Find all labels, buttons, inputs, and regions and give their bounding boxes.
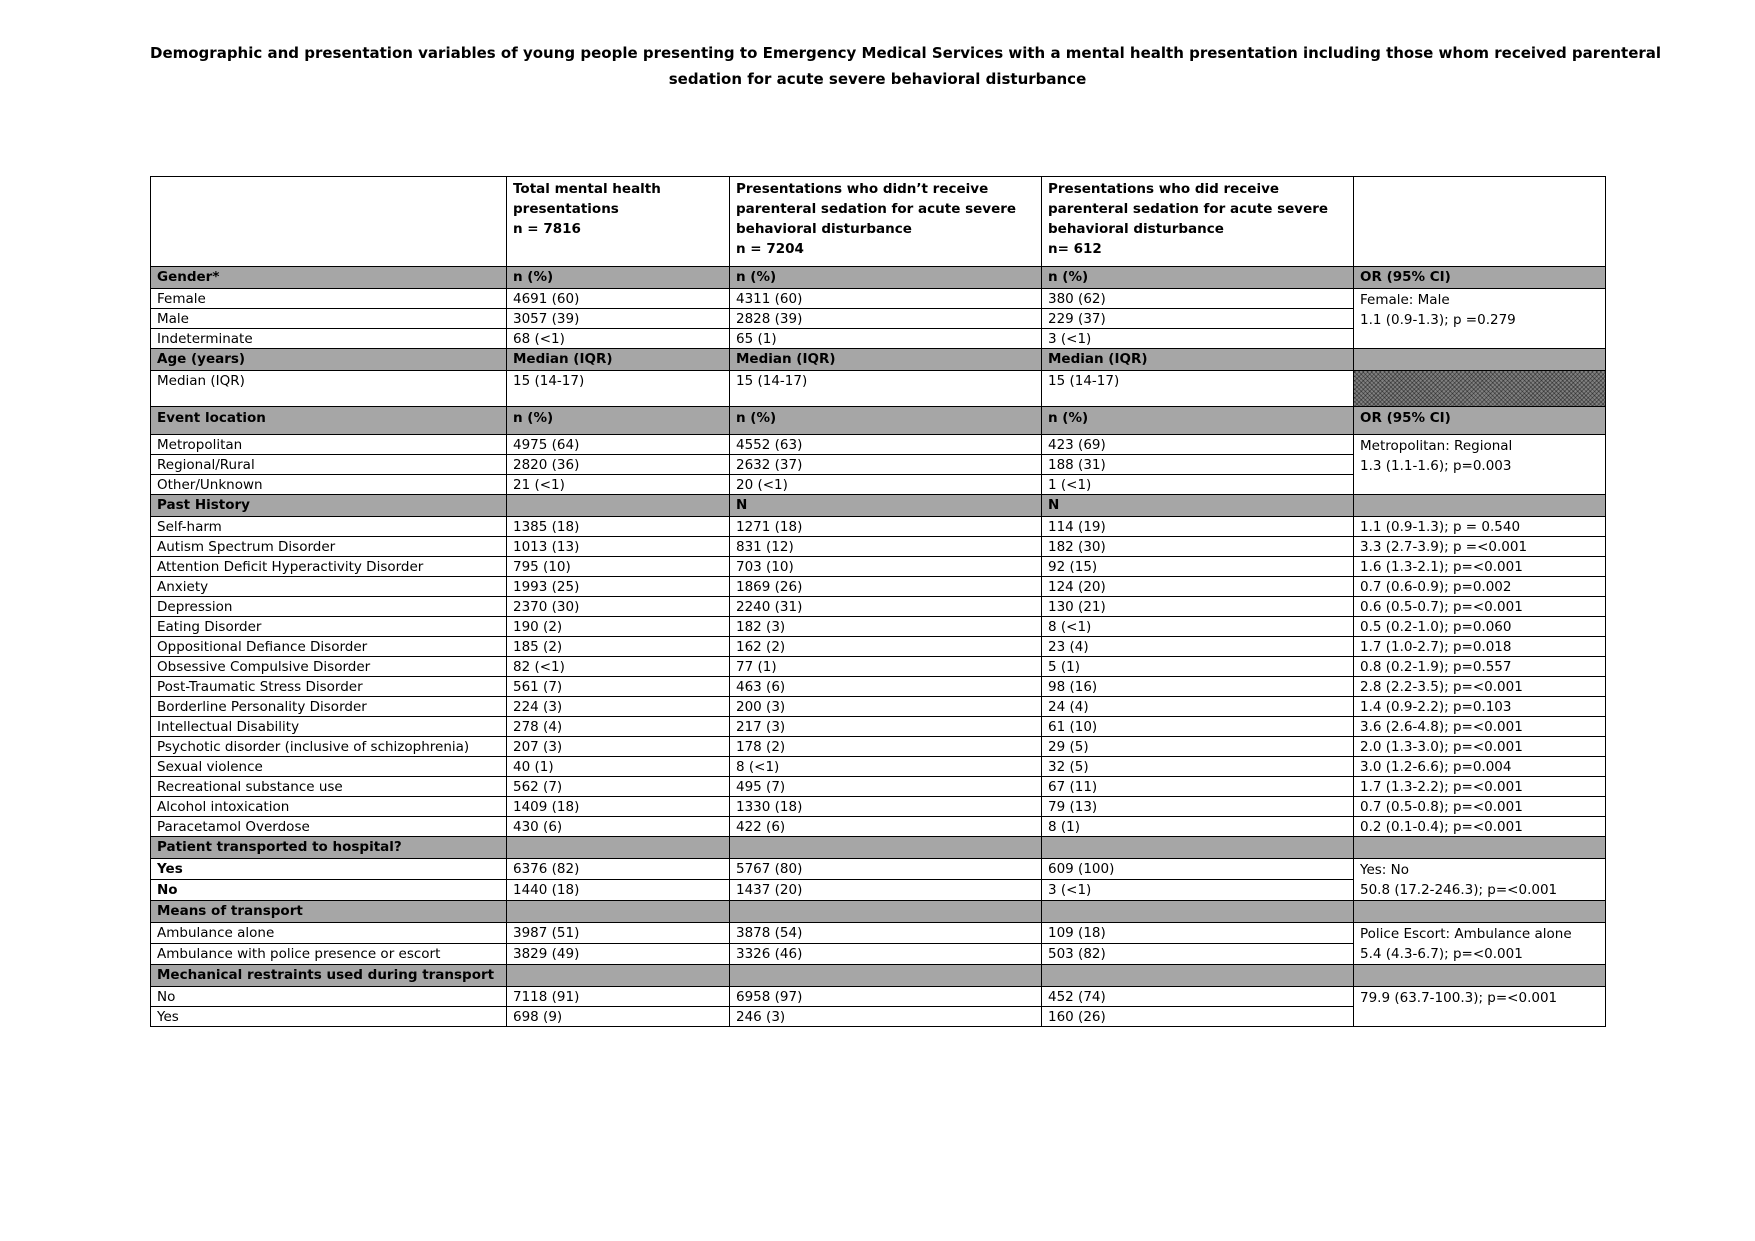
cell-or: 1.6 (1.3-2.1); p=<0.001	[1354, 557, 1606, 577]
row-label: Metropolitan	[151, 435, 507, 455]
cell-no-sedation: 1271 (18)	[730, 517, 1042, 537]
cell-no-sedation: 831 (12)	[730, 537, 1042, 557]
row-label: Yes	[151, 859, 507, 880]
cell-total: 4975 (64)	[507, 435, 730, 455]
cell-or	[1354, 289, 1606, 349]
cell-or: 0.5 (0.2-1.0); p=0.060	[1354, 617, 1606, 637]
cell-or: 1.7 (1.0-2.7); p=0.018	[1354, 637, 1606, 657]
cell-sedation: 98 (16)	[1042, 677, 1354, 697]
cell-total: 7118 (91)	[507, 987, 730, 1007]
row-label: Median (IQR)	[151, 371, 507, 407]
cell-no-sedation: 3878 (54)	[730, 923, 1042, 944]
table-row	[151, 657, 1606, 677]
cell-total: 1385 (18)	[507, 517, 730, 537]
cell-or: 3.6 (2.6-4.8); p=<0.001	[1354, 717, 1606, 737]
header-no-sedation-label: Presentations who didn’t receive parenteral sedation for acute severe behavioral disturbance	[736, 181, 1017, 237]
row-label: Indeterminate	[151, 329, 507, 349]
cell-total: 21 (<1)	[507, 475, 730, 495]
cell-no-sedation: 3326 (46)	[730, 944, 1042, 965]
section-label: Age (years)	[151, 349, 507, 371]
cell-sedation: 423 (69)	[1042, 435, 1354, 455]
cell-no-sedation: 2632 (37)	[730, 455, 1042, 475]
section-unit: N	[730, 495, 1042, 517]
cell-total: 190 (2)	[507, 617, 730, 637]
section-row-restraints	[151, 965, 1606, 987]
cell-sedation: 79 (13)	[1042, 797, 1354, 817]
section-or-header	[1354, 495, 1606, 517]
cell-no-sedation: 1437 (20)	[730, 880, 1042, 901]
cell-sedation: 114 (19)	[1042, 517, 1354, 537]
cell-no-sedation: 246 (3)	[730, 1007, 1042, 1027]
cell-no-sedation: 1869 (26)	[730, 577, 1042, 597]
cell-or: 1.7 (1.3-2.2); p=<0.001	[1354, 777, 1606, 797]
cell-sedation: 8 (<1)	[1042, 617, 1354, 637]
cell-sedation: 29 (5)	[1042, 737, 1354, 757]
section-label: Mechanical restraints used during transport	[151, 965, 507, 987]
header-sedation-label: Presentations who did receive parenteral sedation for acute severe behavioral disturbance	[1048, 181, 1329, 237]
section-row-gender	[151, 267, 1606, 289]
section-row-location	[151, 407, 1606, 435]
cell-total: 40 (1)	[507, 757, 730, 777]
cell-sedation: 188 (31)	[1042, 455, 1354, 475]
cell-or: 2.8 (2.2-3.5); p=<0.001	[1354, 677, 1606, 697]
cell-no-sedation: 217 (3)	[730, 717, 1042, 737]
cell-no-sedation: 20 (<1)	[730, 475, 1042, 495]
data-table	[150, 176, 1606, 1027]
cell-total: 4691 (60)	[507, 289, 730, 309]
cell-sedation: 503 (82)	[1042, 944, 1354, 965]
row-label: Alcohol intoxication	[151, 797, 507, 817]
section-empty	[1354, 901, 1606, 923]
section-or-header: OR (95% CI)	[1354, 407, 1606, 435]
cell-or: 2.0 (1.3-3.0); p=<0.001	[1354, 737, 1606, 757]
table-title	[150, 40, 1662, 92]
cell-sedation: 5 (1)	[1042, 657, 1354, 677]
cell-no-sedation: 15 (14-17)	[730, 371, 1042, 407]
cell-sedation: 1 (<1)	[1042, 475, 1354, 495]
table-row	[151, 597, 1606, 617]
table-row	[151, 777, 1606, 797]
cell-sedation: 23 (4)	[1042, 637, 1354, 657]
cell-or: 0.7 (0.5-0.8); p=<0.001	[1354, 797, 1606, 817]
cell-no-sedation: 495 (7)	[730, 777, 1042, 797]
section-unit: n (%)	[507, 407, 730, 435]
or-comparison: Metropolitan: Regional	[1360, 438, 1513, 454]
cell-sedation: 182 (30)	[1042, 537, 1354, 557]
section-empty	[1042, 965, 1354, 987]
cell-total: 2820 (36)	[507, 455, 730, 475]
cell-sedation: 380 (62)	[1042, 289, 1354, 309]
cell-no-sedation: 6958 (97)	[730, 987, 1042, 1007]
cell-total: 1440 (18)	[507, 880, 730, 901]
cell-no-sedation: 178 (2)	[730, 737, 1042, 757]
row-label: Ambulance alone	[151, 923, 507, 944]
row-label: Attention Deficit Hyperactivity Disorder	[151, 557, 507, 577]
cell-total: 698 (9)	[507, 1007, 730, 1027]
section-label: Patient transported to hospital?	[151, 837, 507, 859]
table-row	[151, 987, 1606, 1007]
cell-total: 82 (<1)	[507, 657, 730, 677]
table-row	[151, 757, 1606, 777]
section-unit: N	[1042, 495, 1354, 517]
or-value: 5.4 (4.3-6.7); p=<0.001	[1360, 946, 1523, 962]
cell-total: 224 (3)	[507, 697, 730, 717]
or-comparison: Police Escort: Ambulance alone	[1360, 926, 1572, 942]
row-label: Regional/Rural	[151, 455, 507, 475]
cell-no-sedation: 1330 (18)	[730, 797, 1042, 817]
table-row	[151, 717, 1606, 737]
header-no-sedation-n: n = 7204	[736, 241, 804, 257]
cell-total: 3829 (49)	[507, 944, 730, 965]
row-label: Female	[151, 289, 507, 309]
row-label: Yes	[151, 1007, 507, 1027]
cell-sedation: 67 (11)	[1042, 777, 1354, 797]
section-unit	[507, 495, 730, 517]
cell-total: 3987 (51)	[507, 923, 730, 944]
cell-sedation: 15 (14-17)	[1042, 371, 1354, 407]
cell-or: 1.1 (0.9-1.3); p = 0.540	[1354, 517, 1606, 537]
cell-total: 430 (6)	[507, 817, 730, 837]
table-row	[151, 637, 1606, 657]
section-label: Means of transport	[151, 901, 507, 923]
or-value: 1.1 (0.9-1.3); p =0.279	[1360, 312, 1516, 328]
table-row	[151, 677, 1606, 697]
table-row	[151, 537, 1606, 557]
header-cell-or	[1354, 177, 1606, 267]
header-cell-no-sedation	[730, 177, 1042, 267]
row-label: Intellectual Disability	[151, 717, 507, 737]
table-row	[151, 289, 1606, 309]
cell-or	[1354, 859, 1606, 901]
cell-no-sedation: 422 (6)	[730, 817, 1042, 837]
cell-no-sedation: 2240 (31)	[730, 597, 1042, 617]
table-row	[151, 859, 1606, 880]
or-value: 50.8 (17.2-246.3); p=<0.001	[1360, 882, 1558, 898]
cell-no-sedation: 703 (10)	[730, 557, 1042, 577]
cell-or: 0.7 (0.6-0.9); p=0.002	[1354, 577, 1606, 597]
table-row	[151, 697, 1606, 717]
row-label: No	[151, 880, 507, 901]
cell-sedation: 32 (5)	[1042, 757, 1354, 777]
header-cell-total	[507, 177, 730, 267]
section-empty	[730, 837, 1042, 859]
cell-sedation: 8 (1)	[1042, 817, 1354, 837]
cell-total: 1013 (13)	[507, 537, 730, 557]
section-row-age	[151, 349, 1606, 371]
section-empty	[1354, 965, 1606, 987]
cell-total: 278 (4)	[507, 717, 730, 737]
title-line-2: sedation for acute severe behavioral disturbance	[668, 70, 1087, 88]
cell-or: 0.8 (0.2-1.9); p=0.557	[1354, 657, 1606, 677]
cell-no-sedation: 200 (3)	[730, 697, 1042, 717]
cell-sedation: 3 (<1)	[1042, 880, 1354, 901]
cell-sedation: 160 (26)	[1042, 1007, 1354, 1027]
table-row	[151, 617, 1606, 637]
row-label: Paracetamol Overdose	[151, 817, 507, 837]
cell-no-sedation: 463 (6)	[730, 677, 1042, 697]
cell-total: 185 (2)	[507, 637, 730, 657]
table-row	[151, 577, 1606, 597]
row-label: Eating Disorder	[151, 617, 507, 637]
cell-or: 3.3 (2.7-3.9); p =<0.001	[1354, 537, 1606, 557]
header-row	[151, 177, 1606, 267]
section-unit: n (%)	[730, 407, 1042, 435]
cell-or: 3.0 (1.2-6.6); p=0.004	[1354, 757, 1606, 777]
cell-sedation: 452 (74)	[1042, 987, 1354, 1007]
cell-or: 0.6 (0.5-0.7); p=<0.001	[1354, 597, 1606, 617]
section-empty	[1042, 837, 1354, 859]
section-unit: n (%)	[1042, 267, 1354, 289]
cell-or: 0.2 (0.1-0.4); p=<0.001	[1354, 817, 1606, 837]
section-label: Event location	[151, 407, 507, 435]
section-unit: Median (IQR)	[507, 349, 730, 371]
row-label: Depression	[151, 597, 507, 617]
cell-sedation: 3 (<1)	[1042, 329, 1354, 349]
cell-no-sedation: 2828 (39)	[730, 309, 1042, 329]
table-row	[151, 435, 1606, 455]
section-row-history	[151, 495, 1606, 517]
section-unit: n (%)	[1042, 407, 1354, 435]
cell-total: 6376 (82)	[507, 859, 730, 880]
row-label: Ambulance with police presence or escort	[151, 944, 507, 965]
row-label: Autism Spectrum Disorder	[151, 537, 507, 557]
row-label: Self-harm	[151, 517, 507, 537]
table-row	[151, 923, 1606, 944]
table-row	[151, 517, 1606, 537]
cell-no-sedation: 182 (3)	[730, 617, 1042, 637]
cell-sedation: 109 (18)	[1042, 923, 1354, 944]
header-total-n: n = 7816	[513, 221, 581, 237]
cell-total: 795 (10)	[507, 557, 730, 577]
row-label: Borderline Personality Disorder	[151, 697, 507, 717]
section-empty	[507, 965, 730, 987]
cell-no-sedation: 5767 (80)	[730, 859, 1042, 880]
cell-sedation: 130 (21)	[1042, 597, 1354, 617]
cell-total: 68 (<1)	[507, 329, 730, 349]
cell-no-sedation: 8 (<1)	[730, 757, 1042, 777]
cell-total: 561 (7)	[507, 677, 730, 697]
row-label: Obsessive Compulsive Disorder	[151, 657, 507, 677]
section-empty	[507, 837, 730, 859]
cell-total: 1993 (25)	[507, 577, 730, 597]
table-row	[151, 817, 1606, 837]
row-label: Oppositional Defiance Disorder	[151, 637, 507, 657]
shaded-cell	[1354, 371, 1606, 407]
cell-total: 15 (14-17)	[507, 371, 730, 407]
header-cell-sedation	[1042, 177, 1354, 267]
row-label: Anxiety	[151, 577, 507, 597]
section-label: Gender*	[151, 267, 507, 289]
cell-total: 2370 (30)	[507, 597, 730, 617]
cell-total: 1409 (18)	[507, 797, 730, 817]
section-empty	[1354, 837, 1606, 859]
table-row	[151, 797, 1606, 817]
section-label: Past History	[151, 495, 507, 517]
cell-no-sedation: 65 (1)	[730, 329, 1042, 349]
table-row	[151, 737, 1606, 757]
section-empty	[730, 965, 1042, 987]
cell-or	[1354, 923, 1606, 965]
or-comparison: Yes: No	[1360, 862, 1409, 878]
title-line-1: Demographic and presentation variables of young people presenting to Emergency Medical Services with a mental health presentation including those whom received parenteral	[150, 44, 1662, 62]
section-empty	[730, 901, 1042, 923]
section-empty	[1042, 901, 1354, 923]
header-sedation-n: n= 612	[1048, 241, 1102, 257]
row-label: Post-Traumatic Stress Disorder	[151, 677, 507, 697]
row-label: No	[151, 987, 507, 1007]
cell-no-sedation: 162 (2)	[730, 637, 1042, 657]
table-row	[151, 557, 1606, 577]
cell-total: 562 (7)	[507, 777, 730, 797]
row-label: Other/Unknown	[151, 475, 507, 495]
section-or-header	[1354, 349, 1606, 371]
or-value: 1.3 (1.1-1.6); p=0.003	[1360, 458, 1512, 474]
cell-total: 3057 (39)	[507, 309, 730, 329]
or-comparison: Female: Male	[1360, 292, 1450, 308]
table-row	[151, 371, 1606, 407]
cell-sedation: 24 (4)	[1042, 697, 1354, 717]
cell-or	[1354, 435, 1606, 495]
header-total-label: Total mental health presentations	[513, 181, 661, 217]
cell-sedation: 229 (37)	[1042, 309, 1354, 329]
section-empty	[507, 901, 730, 923]
section-or-header: OR (95% CI)	[1354, 267, 1606, 289]
section-unit: n (%)	[730, 267, 1042, 289]
row-label: Sexual violence	[151, 757, 507, 777]
section-row-transported	[151, 837, 1606, 859]
header-cell-label	[151, 177, 507, 267]
cell-or: 79.9 (63.7-100.3); p=<0.001	[1354, 987, 1606, 1027]
cell-no-sedation: 4552 (63)	[730, 435, 1042, 455]
cell-sedation: 61 (10)	[1042, 717, 1354, 737]
section-unit: n (%)	[507, 267, 730, 289]
cell-or: 1.4 (0.9-2.2); p=0.103	[1354, 697, 1606, 717]
row-label: Recreational substance use	[151, 777, 507, 797]
cell-total: 207 (3)	[507, 737, 730, 757]
cell-sedation: 609 (100)	[1042, 859, 1354, 880]
row-label: Male	[151, 309, 507, 329]
cell-no-sedation: 4311 (60)	[730, 289, 1042, 309]
row-label: Psychotic disorder (inclusive of schizophrenia)	[151, 737, 507, 757]
cell-no-sedation: 77 (1)	[730, 657, 1042, 677]
cell-sedation: 92 (15)	[1042, 557, 1354, 577]
section-unit: Median (IQR)	[1042, 349, 1354, 371]
section-unit: Median (IQR)	[730, 349, 1042, 371]
section-row-transport	[151, 901, 1606, 923]
cell-sedation: 124 (20)	[1042, 577, 1354, 597]
